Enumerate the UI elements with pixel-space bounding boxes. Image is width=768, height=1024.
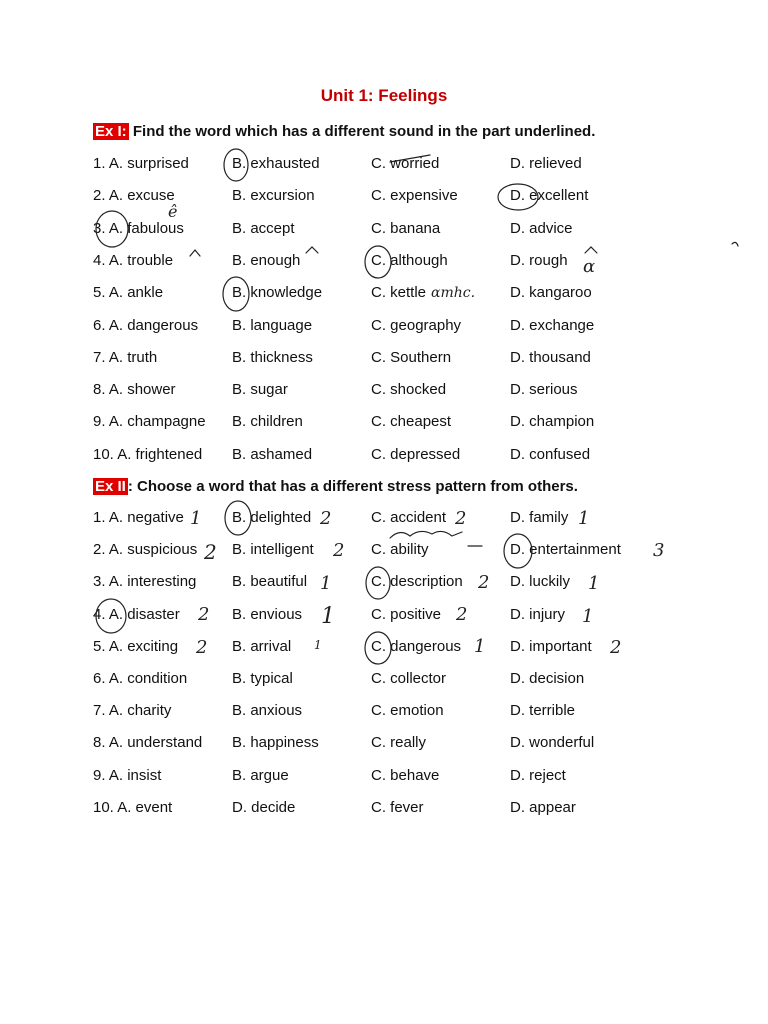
question-row (0, 187, 768, 211)
answer-option: B. intelligent (232, 541, 314, 559)
answer-option: C. dangerous (371, 637, 462, 655)
question-row (0, 155, 768, 179)
answer-option: C. expensive (371, 187, 458, 205)
handwritten-number: 1 (578, 508, 590, 529)
answer-option: 5. A. exciting (93, 637, 179, 655)
answer-option: B. arrival (232, 637, 292, 655)
question-row (0, 573, 768, 597)
answer-option: D. decision (510, 670, 585, 687)
answer-option: 8. A. shower (93, 381, 176, 399)
answer-option: C. worried (371, 155, 440, 172)
answer-option: C. really (371, 734, 427, 752)
answer-option: D. champion (510, 413, 595, 431)
answer-option: D. appear (510, 798, 576, 816)
answer-option: C. geography (371, 316, 462, 334)
exercise-2-instruction: : Choose a word that has a different stress pattern from others. (127, 478, 578, 495)
answer-option: D. relieved (510, 155, 582, 172)
answer-option: B. delighted (232, 509, 312, 526)
question-row (0, 670, 768, 694)
answer-option: 9. A. insist (93, 766, 162, 784)
answer-option: B. sugar (232, 381, 288, 399)
page-title: Unit 1: Feelings (320, 86, 448, 105)
answer-option: D. confused (510, 445, 591, 463)
question-row (0, 638, 768, 662)
exercise-1-instruction: Find the word which has a different sound in the part underlined. (132, 123, 596, 140)
answer-option: 5. A. ankle (93, 284, 164, 302)
answer-option: C. kettle (371, 284, 427, 302)
answer-option: B. thickness (232, 348, 313, 366)
handwritten-number: 2 (196, 637, 208, 658)
handwritten-number: 2 (456, 604, 468, 625)
exercise-1-heading (93, 123, 595, 140)
answer-option: C. depressed (371, 445, 461, 463)
handwritten-number: 2 (204, 540, 217, 564)
question-row (0, 734, 768, 758)
answer-option: D. entertainment (510, 541, 621, 559)
question-row (0, 702, 768, 726)
answer-option: 10. A. event (93, 798, 173, 816)
question-row (0, 446, 768, 470)
handwritten-number: 2 (610, 637, 622, 658)
question-row (0, 381, 768, 405)
answer-option: C. positive (371, 605, 442, 623)
answer-option: D. exchange (510, 316, 595, 334)
answer-option: C. description (371, 573, 463, 591)
answer-option: C. shocked (371, 381, 447, 399)
answer-option: B. happiness (232, 734, 319, 752)
answer-option: B. envious (232, 605, 303, 623)
answer-option: C. cheapest (371, 413, 452, 431)
answer-option: C. although (371, 251, 448, 269)
exercise-2-label: Ex II (95, 478, 126, 495)
handwritten-note: ɑmhc. (431, 285, 476, 301)
exercise-2-heading (93, 478, 578, 495)
answer-option: B. beautiful (232, 573, 308, 591)
handwritten-number: 1 (320, 573, 332, 594)
question-row (0, 509, 768, 533)
answer-option: C. ability (371, 541, 429, 559)
handwritten-number: 1 (314, 638, 322, 652)
answer-option: C. banana (371, 219, 441, 237)
handwritten-number: 2 (455, 508, 467, 529)
answer-option: 7. A. truth (93, 348, 158, 366)
answer-option: D. serious (510, 381, 578, 399)
answer-option: D. wonderful (510, 734, 595, 752)
question-row (0, 284, 768, 308)
answer-option: B. exhausted (232, 155, 320, 172)
answer-option: 1. A. surprised (93, 155, 189, 172)
answer-option: 2. A. suspicious (93, 541, 198, 559)
answer-option: 9. A. champagne (93, 413, 206, 431)
question-row (0, 252, 768, 276)
answer-option: B. accept (232, 219, 295, 237)
answer-option: 4. A. disaster (93, 605, 180, 623)
question-row (0, 220, 768, 244)
answer-option: 3. A. fabulous (93, 219, 184, 237)
answer-option: D. rough (510, 251, 568, 269)
question-row (0, 767, 768, 791)
answer-option: 2. A. excuse (93, 187, 175, 205)
answer-option: C. emotion (371, 702, 444, 720)
answer-option: 10. A. frightened (93, 445, 203, 463)
answer-option: 7. A. charity (93, 702, 172, 720)
answer-option: B. argue (232, 766, 289, 784)
answer-option: C. behave (371, 766, 440, 784)
answer-option: B. children (232, 413, 303, 431)
handwritten-number: 2 (320, 508, 332, 529)
handwritten-number: 1 (474, 636, 486, 657)
answer-option: 6. A. dangerous (93, 316, 199, 334)
answer-option: D. decide (232, 798, 296, 816)
answer-option: D. kangaroo (510, 284, 592, 302)
answer-option: D. thousand (510, 348, 591, 366)
answer-option: C. collector (371, 670, 447, 687)
answer-option: C. Southern (371, 348, 452, 366)
answer-option: D. important (510, 637, 592, 655)
answer-option: D. reject (510, 766, 566, 784)
handwritten-note: ê (168, 202, 178, 221)
answer-option: D. excellent (510, 187, 589, 205)
answer-option: C. accident (371, 509, 447, 526)
answer-option: 6. A. condition (93, 670, 188, 687)
question-row (0, 799, 768, 823)
answer-option: B. excursion (232, 187, 315, 205)
answer-option: B. enough (232, 251, 301, 269)
question-row (0, 349, 768, 373)
handwritten-number: 2 (478, 572, 490, 593)
answer-option: B. knowledge (232, 284, 323, 302)
answer-option: D. advice (510, 219, 573, 237)
answer-option: B. language (232, 316, 313, 334)
answer-option: D. family (510, 509, 569, 526)
answer-option: B. anxious (232, 702, 303, 720)
question-row (0, 413, 768, 437)
answer-option: 4. A. trouble (93, 251, 174, 269)
handwritten-number: 3 (653, 540, 665, 561)
answer-option: D. luckily (510, 573, 571, 591)
answer-option: B. typical (232, 670, 293, 687)
answer-option: C. fever (371, 798, 424, 816)
answer-option: 8. A. understand (93, 734, 203, 752)
answer-option: D. terrible (510, 702, 576, 720)
question-row (0, 317, 768, 341)
handwritten-number: 1 (588, 573, 600, 594)
question-row (0, 541, 768, 565)
answer-option: 1. A. negative (93, 509, 184, 526)
handwritten-number: 2 (198, 604, 210, 625)
handwritten-number: 2 (333, 540, 345, 561)
handwritten-number: 1 (190, 508, 202, 529)
answer-option: 3. A. interesting (93, 573, 197, 591)
handwritten-number: 1 (582, 606, 594, 627)
handwritten-number: 1 (321, 604, 335, 629)
handwritten-note: ɑ (583, 256, 596, 277)
answer-option: B. ashamed (232, 445, 313, 463)
question-row (0, 606, 768, 630)
exercise-1-label: Ex I: (95, 123, 127, 140)
answer-option: D. injury (510, 605, 566, 623)
